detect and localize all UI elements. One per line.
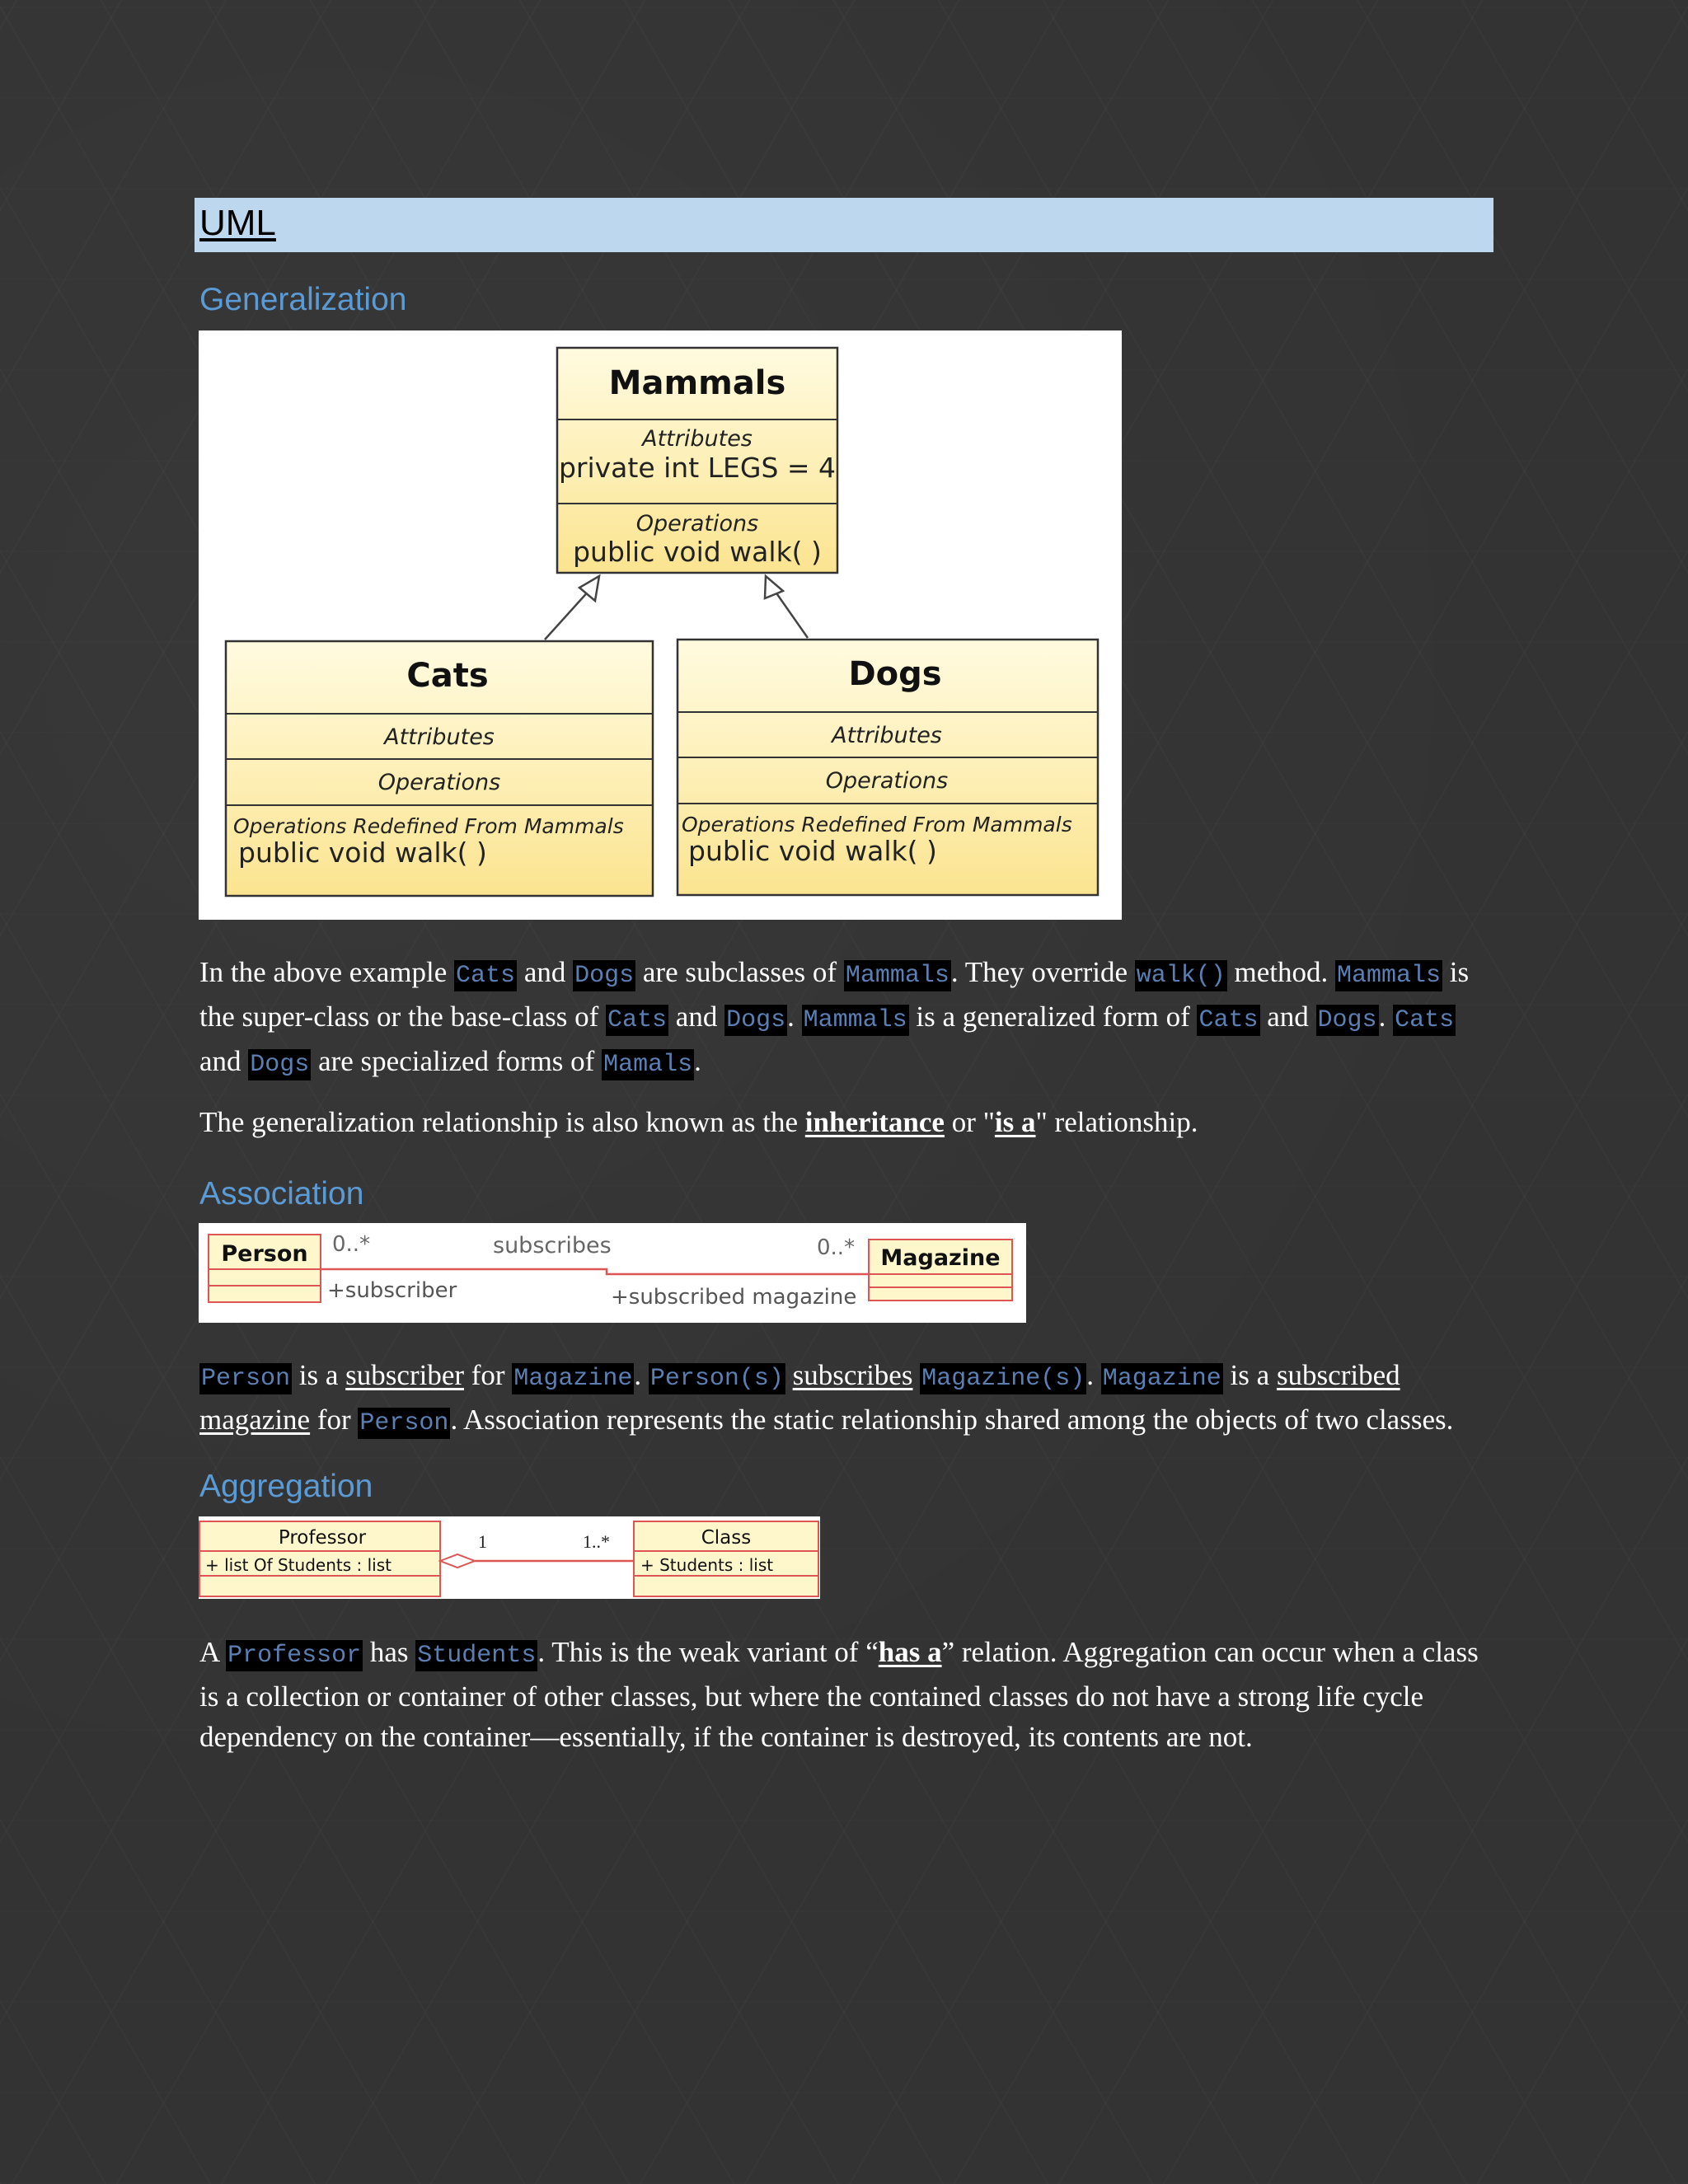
person-class-name: Person: [221, 1241, 308, 1267]
left-multiplicity: 1: [478, 1531, 487, 1552]
association-heading: Association: [199, 1176, 364, 1212]
left-role: +subscriber: [327, 1278, 457, 1303]
subscriber-term: subscriber: [345, 1359, 465, 1391]
inheritance-arrow-dogs: [765, 576, 808, 638]
code-term: Person: [201, 1365, 291, 1393]
class-attribute: + Students : list: [640, 1555, 774, 1575]
dogs-attributes-label: Attributes: [832, 723, 942, 748]
inheritance-arrow-cats: [545, 576, 599, 640]
dogs-redefined-label: Operations Redefined From Mammals: [682, 813, 1072, 837]
left-multiplicity: 0..*: [332, 1232, 371, 1257]
has-a-term: has a: [878, 1636, 942, 1668]
aggregation-paragraph: A Professor has Students. This is the weak variant of “has a” relation. Aggregation can occur when a class is a collection or container of other classes, but where the contained classes do not have a strong life cycle dependency on the container—essentially, if the container is destroyed, its contents are not.: [199, 1636, 1479, 1753]
code-term: Mammals: [1337, 962, 1442, 990]
right-role: +subscribed magazine: [611, 1285, 857, 1310]
cats-name: Cats: [406, 657, 489, 695]
generalization-paragraph-2: The generalization relationship is also known as the inheritance or "is a" relationship.: [199, 1106, 1198, 1138]
is-a-term: is a: [994, 1106, 1036, 1138]
professor-class-name: Professor: [278, 1527, 367, 1549]
class-class-box: [634, 1521, 818, 1596]
code-term: Dogs: [1317, 1006, 1377, 1034]
cats-class-box: [226, 641, 653, 896]
cats-operations-label: Operations: [377, 770, 501, 795]
aggregation-diagram: [199, 1516, 820, 1599]
code-term: Person: [359, 1409, 449, 1437]
code-term: Dogs: [574, 962, 635, 990]
code-term: Cats: [607, 1006, 668, 1034]
mammals-operations-label: Operations: [635, 511, 759, 537]
code-term: Students: [417, 1642, 537, 1670]
page-title: UML: [199, 203, 276, 243]
right-multiplicity: 1..*: [583, 1531, 610, 1552]
class-class-name: Class: [701, 1527, 752, 1549]
title-bar: [195, 198, 1493, 252]
code-term: Dogs: [726, 1006, 786, 1034]
cats-redefined-label: Operations Redefined From Mammals: [233, 814, 624, 838]
professor-attribute: + list Of Students : list: [205, 1555, 392, 1575]
aggregation-line: [440, 1554, 634, 1568]
mammals-attributes-label: Attributes: [642, 426, 753, 452]
generalization-heading: Generalization: [199, 282, 407, 317]
person-class-box: [209, 1235, 321, 1302]
code-term: Mamals: [603, 1051, 693, 1079]
code-term: Mammals: [845, 962, 950, 990]
magazine-class-box: [869, 1240, 1012, 1301]
code-term: Mammals: [803, 1006, 907, 1034]
association-paragraph: Person is a subscriber for Magazine. Person(s) subscribes Magazine(s). Magazine is a subscribed magazine for Person. Association represents the static relationship shared among the objects of two classes.: [199, 1359, 1454, 1437]
code-term: Dogs: [250, 1051, 310, 1079]
mammals-name: Mammals: [608, 364, 786, 402]
mammals-class-box: [557, 348, 837, 573]
right-multiplicity: 0..*: [817, 1235, 856, 1260]
aggregation-diamond-icon: [440, 1554, 475, 1568]
mammals-operation: public void walk( ): [573, 536, 822, 568]
generalization-diagram: [199, 330, 1122, 920]
dogs-class-box: [678, 640, 1098, 895]
code-term: Cats: [1395, 1006, 1455, 1034]
association-diagram: [199, 1223, 1026, 1323]
cats-operation: public void walk( ): [238, 837, 487, 869]
dogs-operation: public void walk( ): [688, 835, 937, 867]
code-term: Professor: [227, 1642, 362, 1670]
code-term: Magazine: [1102, 1365, 1221, 1393]
code-term: Cats: [456, 962, 516, 990]
professor-class-box: [199, 1521, 440, 1596]
generalization-paragraph-1: In the above example Cats and Dogs are subclasses of Mammals. They override walk() method. Mammals is the super-class or the base-class of Cats and Dogs. Mammals is a generalized form of Cats and Dogs. Cats and Dogs are specialized forms of Mamals.: [199, 956, 1470, 1079]
code-term: Cats: [1198, 1006, 1259, 1034]
magazine-class-name: Magazine: [880, 1245, 1001, 1271]
mammals-attribute: private int LEGS = 4: [558, 452, 837, 484]
subscribed-magazine-term: subscribed magazine: [199, 1359, 1400, 1436]
dogs-name: Dogs: [848, 655, 942, 693]
dogs-operations-label: Operations: [825, 768, 949, 794]
code-term: Person(s): [649, 1365, 784, 1393]
cats-attributes-label: Attributes: [384, 724, 495, 750]
code-term: walk(): [1136, 962, 1226, 990]
association-label: subscribes: [493, 1233, 612, 1258]
code-term: Magazine: [513, 1365, 633, 1393]
code-term: Magazine(s): [921, 1365, 1085, 1393]
subscribes-term: subscribes: [792, 1359, 913, 1391]
aggregation-heading: Aggregation: [199, 1469, 373, 1504]
association-line: [321, 1269, 868, 1274]
inheritance-term: inheritance: [804, 1106, 945, 1138]
